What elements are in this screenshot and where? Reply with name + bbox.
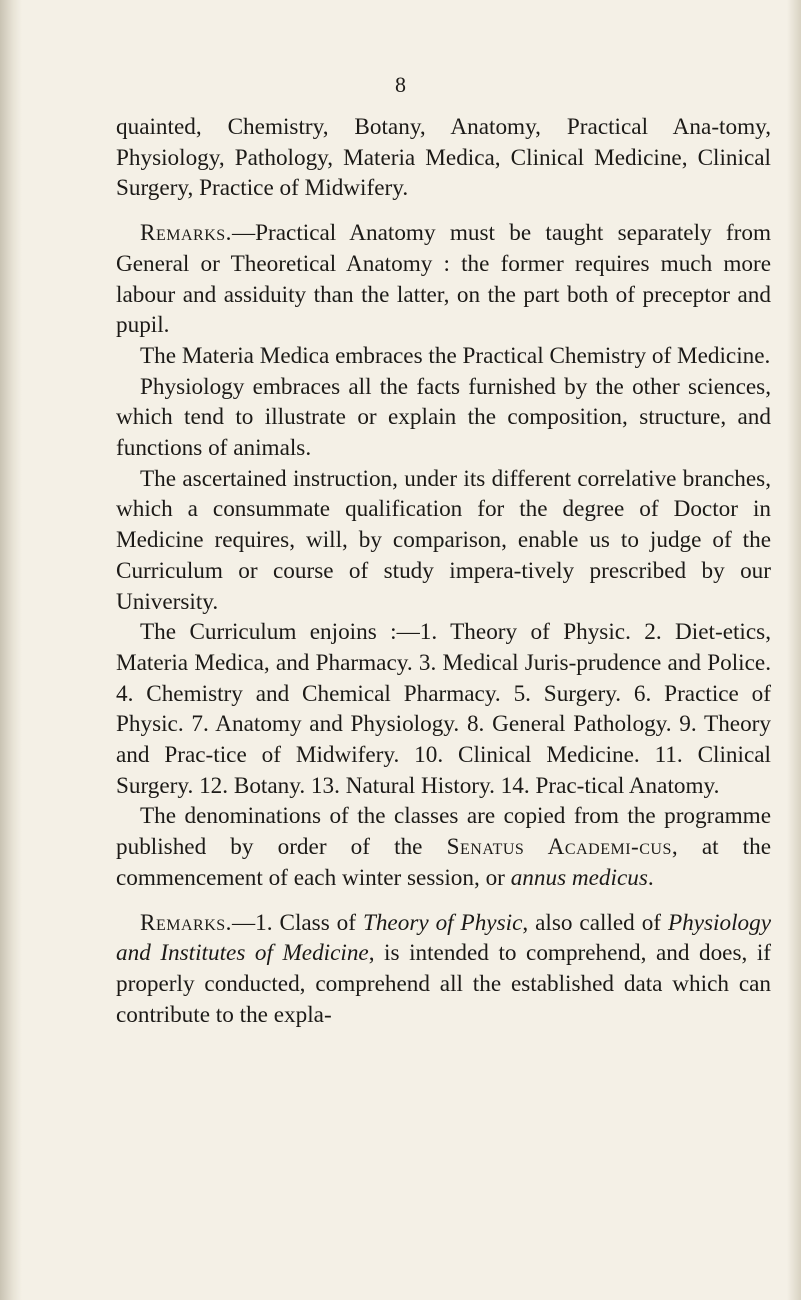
text-block xyxy=(116,112,771,1030)
paragraph-denominations xyxy=(116,801,771,893)
scan-edge-left xyxy=(0,0,22,1300)
remarks-theory-rest: , is intended to comprehend, and does, if properly conducted, comprehend all the established data which can contribute to the expla- xyxy=(116,940,771,1028)
theory-of-physic: Theory of Physic xyxy=(362,909,523,936)
remarks-label: Remarks. xyxy=(140,220,232,247)
paragraph-remarks-theory xyxy=(116,908,771,1031)
paragraph-materia-medica: The Materia Medica embraces the Practical Chemistry of Medicine. xyxy=(140,342,771,369)
page-number: 8 xyxy=(395,72,406,97)
remarks-anatomy-text: —Practical Anatomy must be taught separately from General or Theoretical Anatomy : the former requires much more labour and assiduity than the latter, on the part both of preceptor and pupil. xyxy=(116,220,771,339)
denominations-end: . xyxy=(647,864,654,891)
remarks-also-called: , also called of xyxy=(522,909,662,936)
senatus-academicus: Senatus Academi-cus xyxy=(446,834,672,861)
paragraph-physiology: Physiology embraces all the facts furnished by the other sciences, which tend to illustrate or explain the composition, structure, and functions of animals. xyxy=(116,373,771,462)
physiology-institutes: Physiology and Institutes of Medicine xyxy=(116,909,772,967)
denominations-text: The denominations of the classes are copied from the programme published by order of the xyxy=(116,803,771,861)
paragraph-remarks-anatomy xyxy=(116,218,771,341)
paragraph-ascertained-instruction: The ascertained instruction, under its different correlative branches, which a consummate qualification for the degree of Doctor in Medicine requires, will, by comparison, enable us to judge of the Curriculum or course of study impera-tively prescribed by our University. xyxy=(116,465,771,615)
scan-edge-right xyxy=(787,0,801,1300)
paragraph-disciplines: quainted, Chemistry, Botany, Anatomy, Practical Ana-tomy, Physiology, Pathology, Materia Medica, Clinical Medicine, Clinical Surgery, Practice of Midwifery. xyxy=(116,114,771,202)
annus-medicus: annus medicus xyxy=(510,864,648,891)
denominations-middle: , at the commencement of each winter session, or xyxy=(116,834,772,891)
paragraph-curriculum: The Curriculum enjoins :—1. Theory of Physic. 2. Diet-etics, Materia Medica, and Pharmacy. 3. Medical Juris-prudence and Police. 4. Chemistry and Chemical Pharmacy. 5. Surgery. 6. Practice of Physic. 7. Anatomy and Physiology. 8. General Pathology. 9. Theory and Prac-tice of Midwifery. 10. Clinical Medicine. 11. Clinical Surgery. 12. Botany. 13. Natural History. 14. Prac-tical Anatomy. xyxy=(116,619,771,799)
remarks-label-2: Remarks. xyxy=(140,909,232,936)
remarks-theory-intro: —1. Class of xyxy=(231,909,356,936)
